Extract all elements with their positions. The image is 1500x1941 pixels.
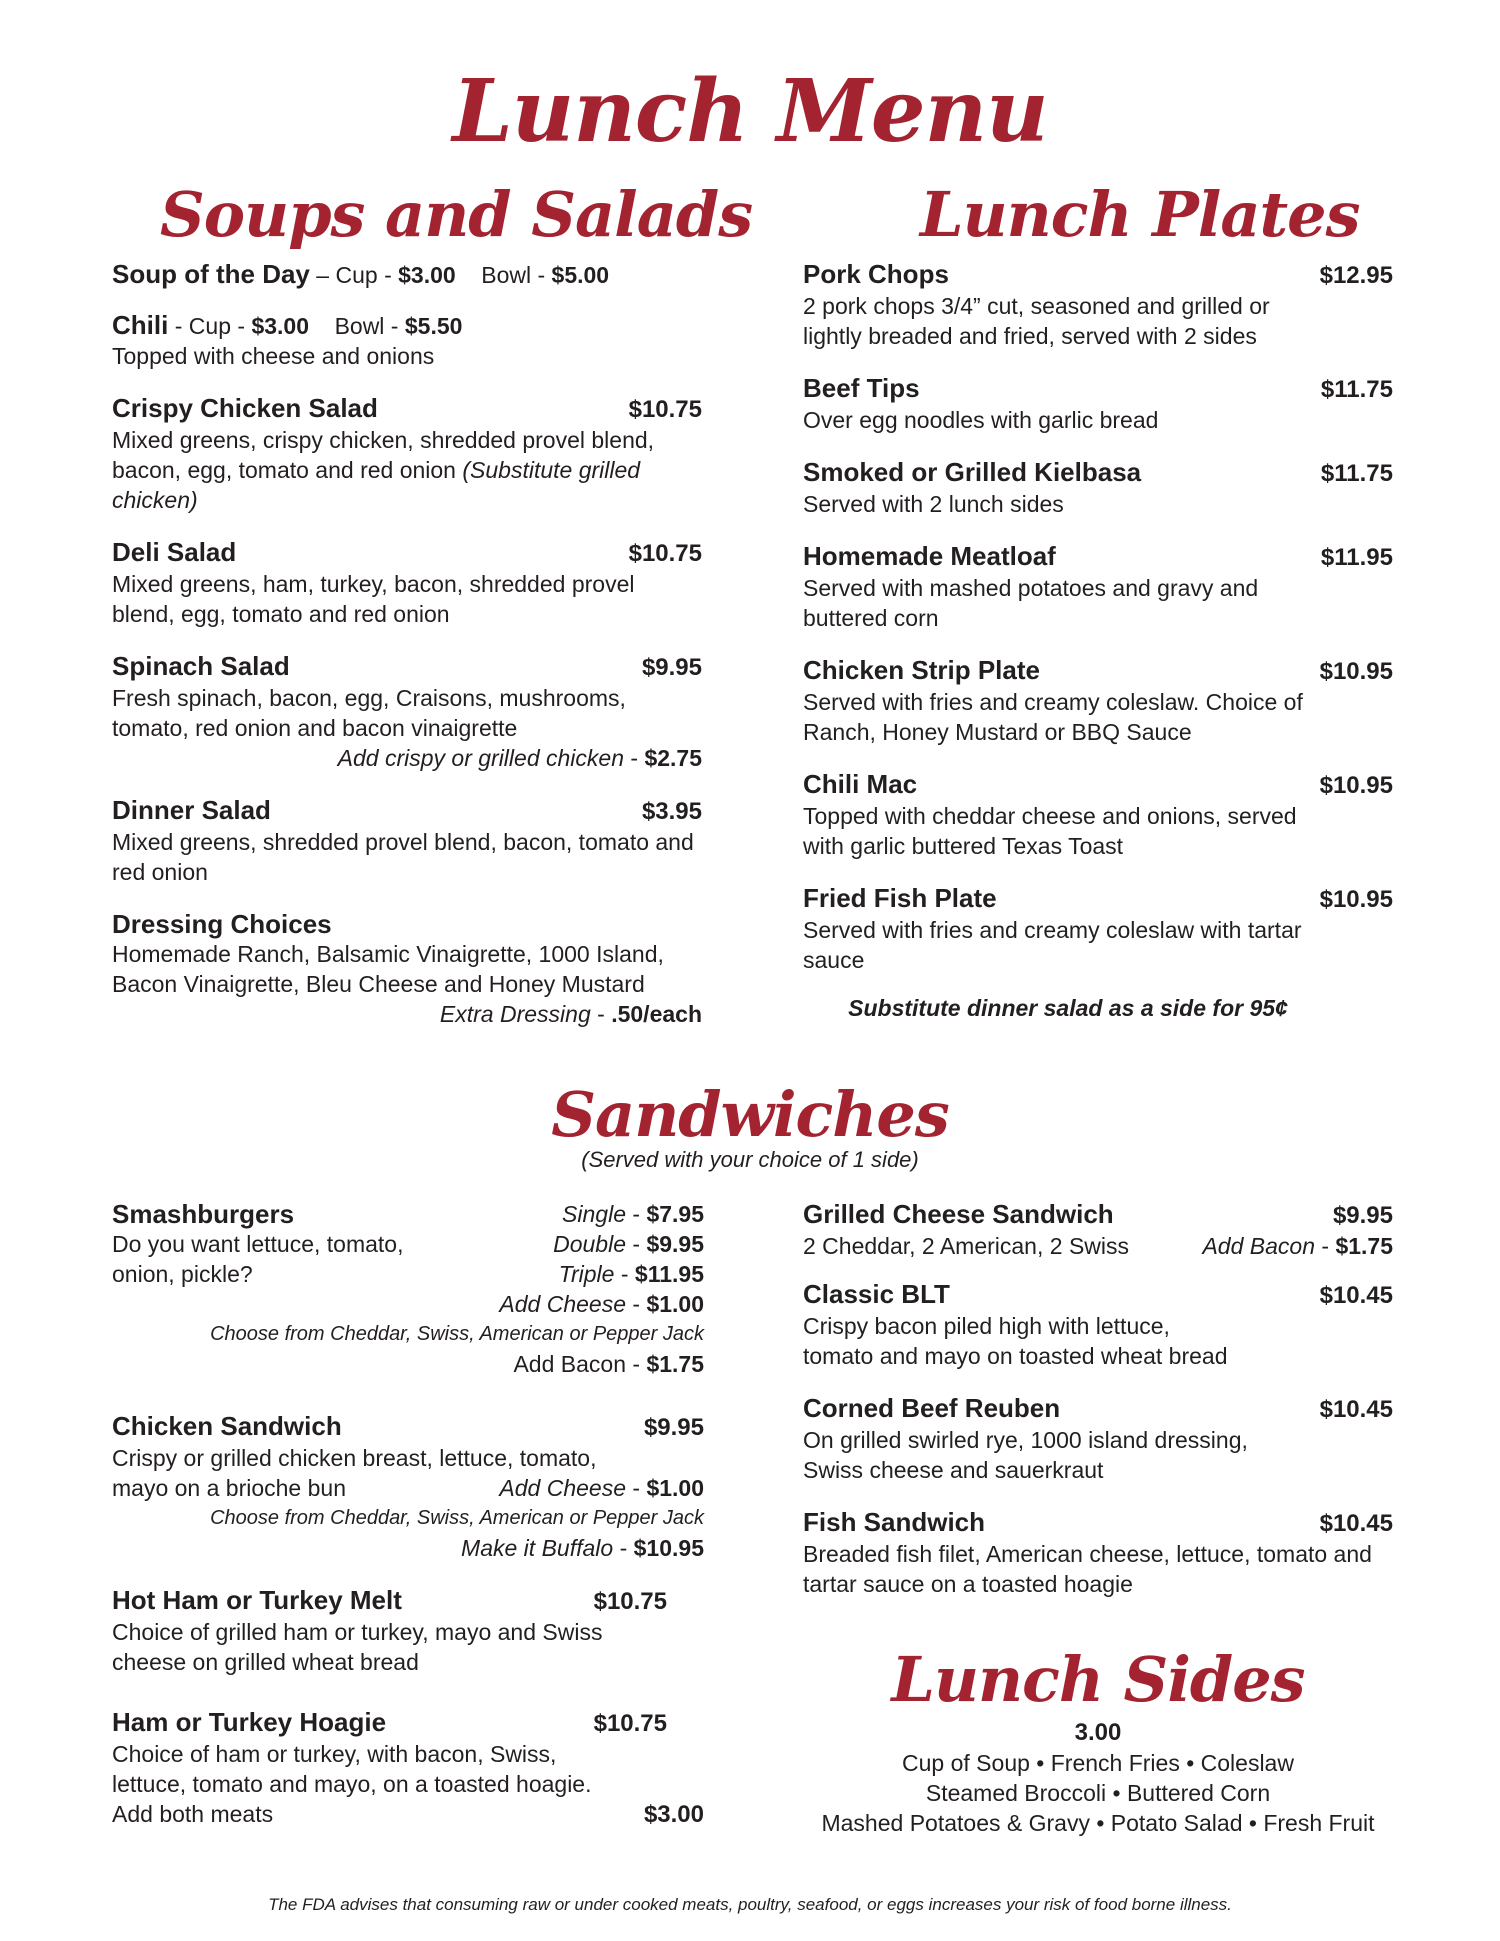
smashburgers-item — [112, 1199, 704, 1379]
item-price: $10.95 — [1319, 772, 1393, 799]
item-desc: Mixed greens, ham, turkey, bacon, shredded provel blend, egg, tomato and red onion — [112, 571, 635, 627]
item-name: Deli Salad — [112, 537, 237, 567]
option-label: Double — [553, 1231, 626, 1257]
item-desc: Crispy bacon piled high with lettuce, tomato and mayo on toasted wheat bread — [803, 1313, 1228, 1369]
option-price: $1.75 — [1335, 1233, 1393, 1259]
item-price: $10.75 — [628, 396, 702, 423]
item-price: $10.45 — [1319, 1510, 1393, 1537]
both-meats-label: Add both meats — [112, 1801, 274, 1827]
item-desc — [112, 425, 702, 515]
item-price: $3.95 — [641, 798, 702, 825]
item-name: Fish Sandwich — [803, 1507, 986, 1537]
option-label: Add Cheese — [499, 1475, 626, 1501]
soup-of-day-item — [112, 259, 702, 290]
item-price: $9.95 — [643, 1414, 704, 1441]
item-price: $10.75 — [593, 1588, 667, 1615]
option-price: $9.95 — [646, 1231, 704, 1257]
buffalo-option: Make it Buffalo - $10.95 — [461, 1535, 704, 1561]
cup-price: $3.00 — [398, 262, 456, 288]
sides-heading: Lunch Sides — [891, 1643, 1305, 1716]
fda-note: The FDA advises that consuming raw or under cooked meats, poultry, seafood, or eggs increases your risk of food borne illness. — [268, 1895, 1232, 1914]
extra-price: .50/each — [611, 1001, 702, 1027]
item-name: Hot Ham or Turkey Melt — [112, 1585, 402, 1615]
option-label: Add Bacon — [1202, 1233, 1315, 1259]
bowl-label: Bowl - — [481, 262, 552, 288]
item-name: Chili Mac — [803, 769, 918, 799]
item-desc: On grilled swirled rye, 1000 island dressing, Swiss cheese and sauerkraut — [803, 1427, 1248, 1483]
chicken-sandwich-item — [112, 1411, 704, 1563]
item-desc: Served with mashed potatoes and gravy and buttered corn — [803, 575, 1259, 631]
crispy-chicken-salad-item — [112, 393, 702, 515]
item-name: Chicken Strip Plate — [803, 655, 1040, 685]
item-desc: Topped with cheddar cheese and onions, served with garlic buttered Texas Toast — [803, 803, 1297, 859]
item-desc: Served with fries and creamy coleslaw. Choice of Ranch, Honey Mustard or BBQ Sauce — [803, 689, 1303, 745]
item-desc: Do you want lettuce, tomato, onion, pickle? — [112, 1231, 404, 1287]
dressing-choices-item — [112, 909, 702, 1029]
menu-title: Lunch Menu — [452, 61, 1048, 162]
item-desc: Homemade Ranch, Balsamic Vinaigrette, 1000 Island, Bacon Vinaigrette, Bleu Cheese and Honey Mustard — [112, 941, 664, 997]
grilled-cheese-item — [803, 1199, 1393, 1261]
item-desc: Choice of ham or turkey, with bacon, Swiss, lettuce, tomato and mayo, on a toasted hoagie. — [112, 1741, 592, 1797]
separator: – — [309, 262, 336, 288]
plate-item — [803, 655, 1393, 747]
bacon-option: Add Bacon - $1.75 — [513, 1351, 704, 1377]
chili-item — [112, 310, 702, 371]
option-label: Single — [562, 1201, 626, 1227]
option-label: Triple — [558, 1261, 615, 1287]
item-desc: Served with 2 lunch sides — [803, 491, 1064, 517]
plate-item — [803, 457, 1393, 519]
item-name: Fried Fish Plate — [803, 883, 997, 913]
plates-list — [803, 259, 1393, 975]
item-price: $10.45 — [1319, 1396, 1393, 1423]
sides-block — [803, 1718, 1393, 1838]
item-name: Homemade Meatloaf — [803, 541, 1056, 571]
sides-line-1: Cup of Soup • French Fries • Coleslaw — [902, 1750, 1294, 1776]
item-price: $11.75 — [1320, 376, 1393, 403]
melt-item — [112, 1585, 667, 1677]
dinner-salad-item — [112, 795, 702, 887]
item-price: $11.95 — [1320, 544, 1393, 571]
option-price: $1.00 — [646, 1475, 704, 1501]
plate-item — [803, 769, 1393, 861]
option-price: $1.75 — [646, 1351, 704, 1377]
separator: - — [168, 313, 189, 339]
sides-line-2: Steamed Broccoli • Buttered Corn — [925, 1780, 1271, 1806]
item-desc: Fresh spinach, bacon, egg, Craisons, mushrooms, tomato, red onion and bacon vinaigrette — [112, 685, 626, 741]
item-price: $10.75 — [628, 540, 702, 567]
item-name: Chili — [112, 310, 169, 340]
item-name: Chicken Sandwich — [112, 1411, 342, 1441]
desc-italic: (Substitute grilled chicken) — [112, 457, 641, 513]
blt-item — [803, 1279, 1393, 1371]
item-name: Dressing Choices — [112, 909, 332, 939]
soups-column — [112, 259, 702, 1051]
item-price: $10.45 — [1319, 1282, 1393, 1309]
cheese-choice: Choose from Cheddar, Swiss, American or Pepper Jack — [210, 1323, 704, 1345]
cup-label: Cup - — [188, 313, 252, 339]
option-label: Add Cheese — [499, 1291, 626, 1317]
item-name: Grilled Cheese Sandwich — [803, 1199, 1114, 1229]
item-name: Smashburgers — [112, 1199, 295, 1229]
item-name: Spinach Salad — [112, 651, 290, 681]
item-name: Soup of the Day — [112, 259, 310, 289]
item-price: $9.95 — [641, 654, 702, 681]
cup-label: Cup - — [335, 262, 399, 288]
add-label: Add crispy or grilled chicken — [337, 745, 624, 771]
item-name: Crispy Chicken Salad — [112, 393, 378, 423]
sandwiches-subheading: (Served with your choice of 1 side) — [581, 1147, 919, 1172]
sandwiches-heading: Sandwiches — [551, 1078, 949, 1151]
reuben-item — [803, 1393, 1393, 1485]
item-name: Smoked or Grilled Kielbasa — [803, 457, 1142, 487]
item-desc: Crispy or grilled chicken breast, lettuce, tomato, — [112, 1445, 597, 1471]
soups-heading: Soups and Salads — [160, 178, 753, 251]
item-desc: 2 Cheddar, 2 American, 2 Swiss — [803, 1233, 1129, 1259]
add-price: $2.75 — [644, 745, 702, 771]
option-price: $10.95 — [633, 1535, 704, 1561]
item-price: $12.95 — [1319, 262, 1393, 289]
triple-option: Triple - $11.95 — [558, 1261, 704, 1287]
option-label: Add Bacon — [513, 1351, 626, 1377]
item-name: Dinner Salad — [112, 795, 271, 825]
item-price: $11.75 — [1320, 460, 1393, 487]
item-price: $10.75 — [593, 1710, 667, 1737]
both-meats-price: $3.00 — [643, 1801, 704, 1828]
plate-item — [803, 373, 1393, 435]
item-name: Classic BLT — [803, 1279, 950, 1309]
option-price: $11.95 — [634, 1261, 704, 1287]
bacon-option: Add Bacon - $1.75 — [1202, 1233, 1393, 1259]
item-desc-2: mayo on a brioche bun — [112, 1475, 346, 1501]
double-option: Double - $9.95 — [553, 1231, 704, 1257]
single-option: Single - $7.95 — [562, 1201, 704, 1227]
option-label: Make it Buffalo — [461, 1535, 614, 1561]
cheese-option: Add Cheese - $1.00 — [499, 1291, 704, 1317]
item-desc: Mixed greens, shredded provel blend, bacon, tomato and red onion — [112, 829, 694, 885]
bowl-price: $5.50 — [404, 313, 463, 339]
add-on: Extra Dressing - .50/each — [439, 1001, 702, 1027]
sandwiches-left-column — [112, 1199, 704, 1852]
item-price: $9.95 — [1332, 1202, 1393, 1229]
plate-item — [803, 259, 1393, 351]
cup-price: $3.00 — [251, 313, 309, 339]
plates-note: Substitute dinner salad as a side for 95¢ — [848, 995, 1288, 1021]
item-price: $10.95 — [1319, 886, 1393, 913]
item-name: Beef Tips — [803, 373, 920, 403]
cheese-choice: Choose from Cheddar, Swiss, American or Pepper Jack — [210, 1507, 704, 1529]
hoagie-item — [112, 1707, 704, 1830]
option-price: $7.95 — [646, 1201, 704, 1227]
fish-sandwich-item — [803, 1507, 1393, 1599]
sides-line-3: Mashed Potatoes & Gravy • Potato Salad • Fresh Fruit — [821, 1810, 1375, 1836]
item-desc: 2 pork chops 3/4” cut, seasoned and grilled or lightly breaded and fried, served with 2 sides — [803, 293, 1270, 349]
spinach-salad-item — [112, 651, 702, 773]
add-on: Add crispy or grilled chicken - $2.75 — [337, 745, 702, 771]
item-desc: Topped with cheese and onions — [112, 343, 435, 369]
sides-price: 3.00 — [1074, 1719, 1122, 1746]
item-price: $10.95 — [1319, 658, 1393, 685]
bowl-label: Bowl - — [334, 313, 405, 339]
desc-text: Mixed greens, crispy chicken, shredded provel blend, bacon, egg, tomato and red onion — [112, 427, 655, 483]
item-desc: Breaded fish filet, American cheese, lettuce, tomato and tartar sauce on a toasted hoagie — [803, 1541, 1372, 1597]
item-name: Pork Chops — [803, 259, 949, 289]
cheese-option: Add Cheese - $1.00 — [499, 1475, 704, 1501]
plates-heading: Lunch Plates — [920, 178, 1360, 251]
plates-column — [803, 259, 1393, 1023]
option-price: $1.00 — [646, 1291, 704, 1317]
plate-item — [803, 541, 1393, 633]
plate-item — [803, 883, 1393, 975]
item-desc: Served with fries and creamy coleslaw with tartar sauce — [803, 917, 1302, 973]
bowl-price: $5.00 — [551, 262, 610, 288]
sandwiches-right-column — [803, 1199, 1393, 1621]
item-desc: Over egg noodles with garlic bread — [803, 407, 1159, 433]
extra-label: Extra Dressing — [439, 1001, 591, 1027]
item-name: Corned Beef Reuben — [803, 1393, 1061, 1423]
item-name: Ham or Turkey Hoagie — [112, 1707, 387, 1737]
deli-salad-item — [112, 537, 702, 629]
item-desc: Choice of grilled ham or turkey, mayo and Swiss cheese on grilled wheat bread — [112, 1619, 603, 1675]
